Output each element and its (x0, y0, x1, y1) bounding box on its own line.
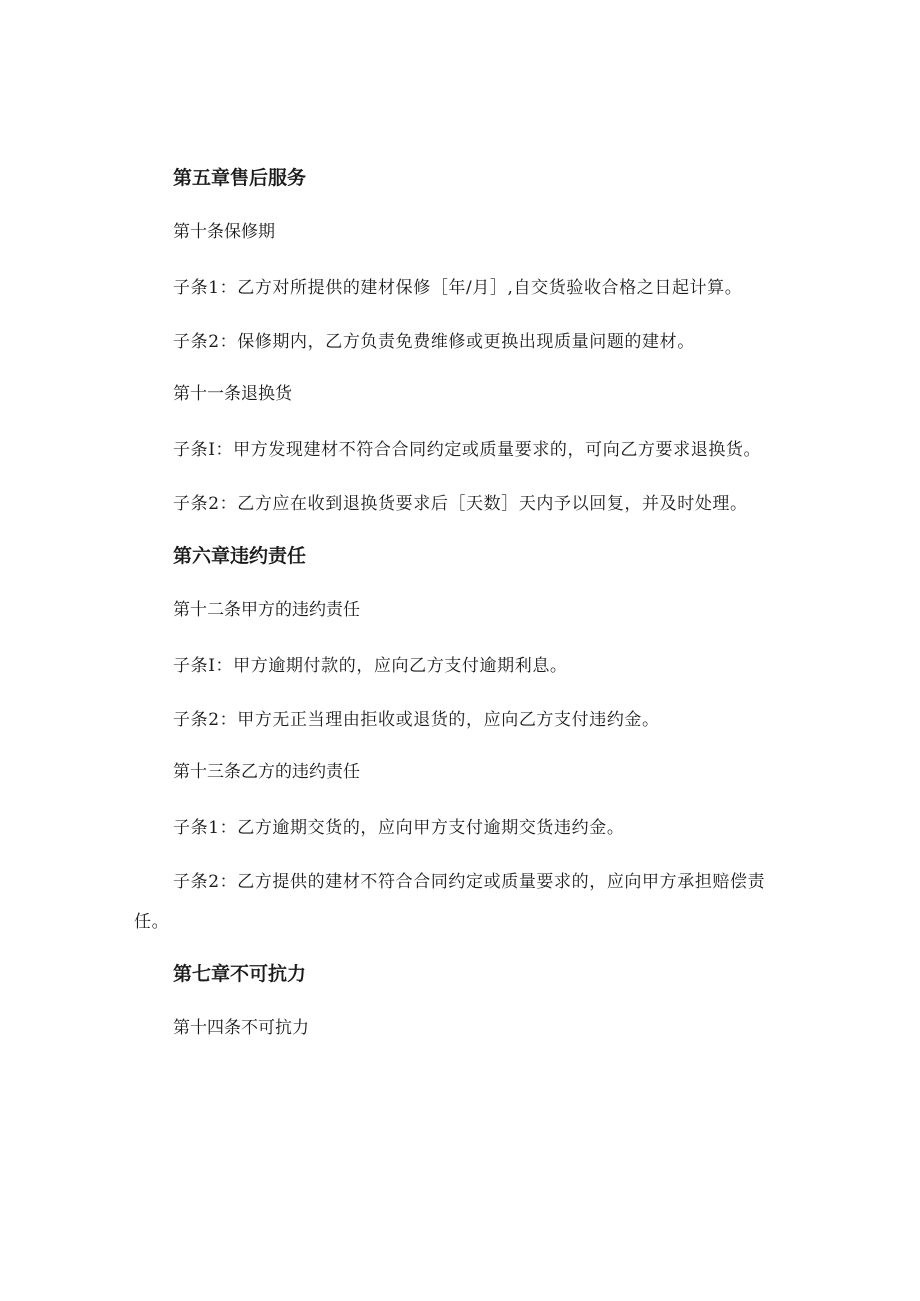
article-title: 第十二条甲方的违约责任 (173, 600, 360, 620)
chapter-title: 第六章违约责任 (173, 545, 307, 567)
clause-text: 子条2：乙方应在收到退换货要求后［天数］天内予以回复，并及时处理。 (173, 494, 748, 514)
document-body (134, 160, 784, 1064)
clause-text: 子条2：甲方无正当理由拒收或退货的，应向乙方支付违约金。 (173, 710, 660, 730)
article-title: 第十条保修期 (173, 222, 275, 242)
clause-text: 子条2：保修期内，乙方负责免费维修或更换出现质量问题的建材。 (173, 332, 695, 352)
chapter-title: 第五章售后服务 (173, 167, 307, 189)
clause-text: 子条I：甲方逾期付款的，应向乙方支付逾期利息。 (173, 656, 568, 676)
article-title: 第十三条乙方的违约责任 (173, 762, 360, 782)
article-title: 第十四条不可抗力 (173, 1018, 309, 1038)
article-title: 第十一条退换货 (173, 384, 292, 404)
clause-text: 子条1：乙方对所提供的建材保修［年/月］,自交货验收合格之日起计算。 (173, 278, 743, 298)
chapter-title: 第七章不可抗力 (173, 963, 307, 985)
clause-text: 子条1：乙方逾期交货的，应向甲方支付逾期交货违约金。 (173, 818, 625, 838)
clause-text: 子条2：乙方提供的建材不符合合同约定或质量要求的，应向甲方承担赔偿责任。 (134, 872, 766, 932)
clause-text: 子条I：甲方发现建材不符合合同约定或质量要求的，可向乙方要求退换货。 (173, 440, 762, 460)
